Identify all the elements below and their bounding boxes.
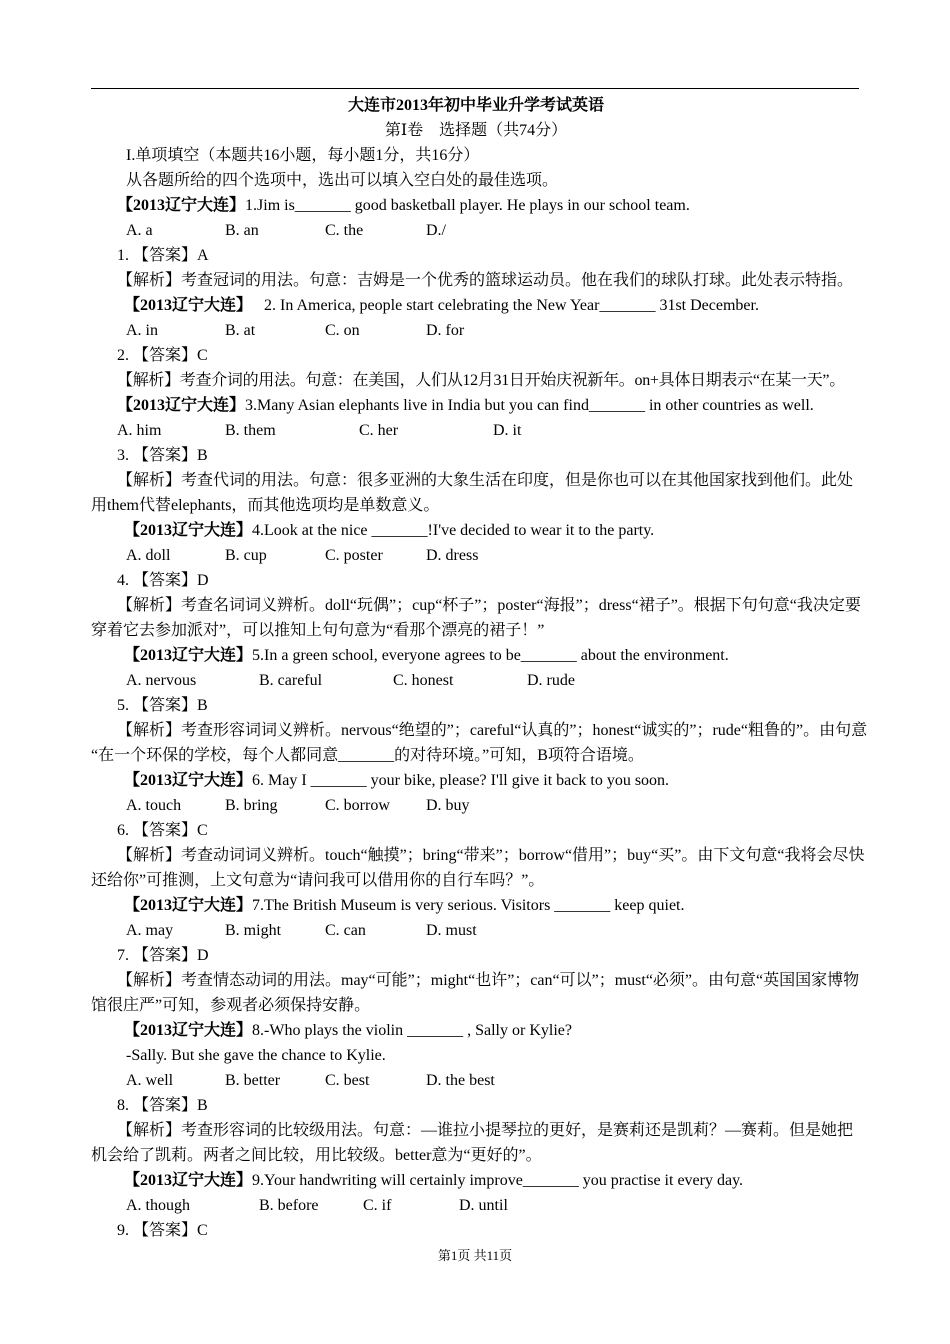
- section-instruction: 从各题所给的四个选项中，选出可以填入空白处的最佳选项。: [126, 172, 559, 189]
- question-8-answer: 8. 【答案】B: [117, 1097, 208, 1114]
- question-3-answer: 3. 【答案】B: [117, 447, 208, 464]
- option-d: D. must: [426, 922, 477, 939]
- question-7-options: [91, 918, 861, 943]
- question-4-analysis-cont: 穿着它去参加派对”，可以推知上句句意为“看那个漂亮的裙子！”: [91, 622, 545, 639]
- question-text: 2. In America, people start celebrating the New Year_______ 31st December.: [244, 297, 759, 314]
- question-7-stem: [91, 893, 861, 918]
- question-8-analysis-cont: 机会给了凯莉。两者之间比较，用比较级。better意为“更好的”。: [91, 1147, 542, 1164]
- question-3-stem: [91, 393, 861, 418]
- question-6-options: [91, 793, 861, 818]
- option-c: C. her: [359, 422, 399, 439]
- option-c: C. honest: [393, 672, 454, 689]
- option-c: C. poster: [325, 547, 383, 564]
- option-d: D. buy: [426, 797, 470, 814]
- question-text: 1.Jim is_______ good basketball player. He plays in our school team.: [245, 197, 690, 214]
- option-a: A. touch: [126, 797, 182, 814]
- question-8-options: [91, 1068, 861, 1093]
- question-3-analysis-cont: 用them代替elephants，而其他选项均是单数意义。: [91, 497, 440, 514]
- question-source: 【2013辽宁大连】: [117, 397, 246, 414]
- question-source: 【2013辽宁大连】: [124, 772, 253, 789]
- option-c: C. borrow: [325, 797, 390, 814]
- option-a: A. well: [126, 1072, 174, 1089]
- question-text: 9.Your handwriting will certainly improve_______ you practise it every day.: [252, 1172, 744, 1189]
- question-2-answer: 2. 【答案】C: [117, 347, 208, 364]
- option-a: A. may: [126, 922, 174, 939]
- option-c: C. best: [325, 1072, 370, 1089]
- question-text: 8.-Who plays the violin _______ , Sally or Kylie?: [252, 1022, 572, 1039]
- question-8-stem-reply: -Sally. But she gave the chance to Kylie.: [126, 1047, 386, 1064]
- option-d: D. until: [459, 1197, 508, 1214]
- question-1-analysis: 【解析】考查冠词的用法。句意：吉姆是一个优秀的篮球运动员。他在我们的球队打球。此处表示特指。: [117, 272, 854, 289]
- option-b: B. bring: [225, 797, 278, 814]
- question-5-stem: [91, 643, 861, 668]
- option-a: A. in: [126, 322, 158, 339]
- option-b: B. before: [259, 1197, 319, 1214]
- option-a: A. him: [117, 422, 162, 439]
- question-2-stem: [91, 293, 861, 318]
- question-4-options: [91, 543, 861, 568]
- question-source: 【2013辽宁大连】: [124, 647, 253, 664]
- question-4-analysis: 【解析】考查名词词义辨析。doll“玩偶”；cup“杯子”；poster“海报”；dress“裙子”。根据下句句意“我决定要: [117, 597, 861, 614]
- document-body: [91, 93, 868, 1243]
- option-d: D. the best: [426, 1072, 495, 1089]
- question-source: 【2013辽宁大连】: [124, 1172, 253, 1189]
- question-3-analysis: 【解析】考查代词的用法。句意：很多亚洲的大象生活在印度，但是你也可以在其他国家找到他们。此处: [117, 472, 854, 489]
- question-2-analysis: 【解析】考查介词的用法。句意：在美国，人们从12月31日开始庆祝新年。on+具体日期表示“在某一天”。: [117, 372, 845, 389]
- question-5-analysis-cont: “在一个环保的学校，每个人都同意_______的对待环境。”可知，B项符合语境。: [91, 747, 644, 764]
- option-a: A. though: [126, 1197, 190, 1214]
- question-1-stem: [91, 193, 861, 218]
- question-1-options: [91, 218, 861, 243]
- option-b: B. cup: [225, 547, 267, 564]
- question-8-stem: [91, 1018, 861, 1043]
- question-6-analysis: 【解析】考查动词词义辨析。touch“触摸”；bring“带来”；borrow“借用”；buy“买”。由下文句意“我将会尽快: [117, 847, 865, 864]
- question-9-stem: [91, 1168, 861, 1193]
- option-a: A. nervous: [126, 672, 197, 689]
- page-footer: 第1页 共11页: [437, 1248, 513, 1263]
- option-c: C. can: [325, 922, 366, 939]
- question-9-answer: 9. 【答案】C: [117, 1222, 208, 1239]
- question-5-options: [91, 668, 861, 693]
- section-heading: I.单项填空（本题共16小题，每小题1分，共16分）: [126, 147, 480, 164]
- question-2-options: [91, 318, 861, 343]
- question-text: 6. May I _______ your bike, please? I'll give it back to you soon.: [252, 772, 670, 789]
- question-source: 【2013辽宁大连】: [124, 522, 253, 539]
- question-text: 7.The British Museum is very serious. Visitors _______ keep quiet.: [252, 897, 685, 914]
- question-source: 【2013辽宁大连】: [124, 897, 253, 914]
- option-b: B. careful: [259, 672, 323, 689]
- option-b: B. them: [225, 422, 276, 439]
- option-b: B. an: [225, 222, 259, 239]
- option-a: A. a: [126, 222, 153, 239]
- question-3-options: [91, 418, 861, 443]
- question-5-answer: 5. 【答案】B: [117, 697, 208, 714]
- question-text: 5.In a green school, everyone agrees to be_______ about the environment.: [252, 647, 729, 664]
- header-rule: [91, 88, 859, 89]
- document-title: 大连市2013年初中毕业升学考试英语: [347, 97, 604, 114]
- option-c: C. on: [325, 322, 360, 339]
- question-6-analysis-cont: 还给你”可推测，上文句意为“请问我可以借用你的自行车吗？”。: [91, 872, 545, 889]
- question-7-analysis-cont: 馆很庄严”可知，参观者必须保持安静。: [91, 997, 371, 1014]
- question-4-answer: 4. 【答案】D: [117, 572, 209, 589]
- question-6-answer: 6. 【答案】C: [117, 822, 208, 839]
- question-source: 【2013辽宁大连】: [124, 297, 245, 314]
- option-d: D. it: [493, 422, 522, 439]
- option-c: C. the: [325, 222, 364, 239]
- option-c: C. if: [363, 1197, 392, 1214]
- question-9-options: [91, 1193, 861, 1218]
- document-subtitle: 第Ⅰ卷 选择题（共74分）: [384, 122, 568, 139]
- question-text: 4.Look at the nice _______!I've decided to wear it to the party.: [252, 522, 655, 539]
- question-8-analysis: 【解析】考查形容词的比较级用法。句意：—谁拉小提琴拉的更好，是赛莉还是凯莉？—赛莉。但是她把: [117, 1122, 854, 1139]
- question-4-stem: [91, 518, 861, 543]
- question-7-analysis: 【解析】考查情态动词的用法。may“可能”；might“也许”；can“可以”；must“必须”。由句意“英国国家博物: [117, 972, 860, 989]
- option-b: B. at: [225, 322, 256, 339]
- question-5-analysis: 【解析】考查形容词词义辨析。nervous“绝望的”；careful“认真的”；honest“诚实的”；rude“粗鲁的”。由句意: [117, 722, 868, 739]
- question-6-stem: [91, 768, 861, 793]
- option-d: D. for: [426, 322, 465, 339]
- option-b: B. might: [225, 922, 282, 939]
- option-d: D. rude: [527, 672, 575, 689]
- question-text: 3.Many Asian elephants live in India but you can find_______ in other countries as well.: [245, 397, 814, 414]
- question-7-answer: 7. 【答案】D: [117, 947, 209, 964]
- option-d: D./: [426, 222, 446, 239]
- option-a: A. doll: [126, 547, 171, 564]
- option-b: B. better: [225, 1072, 281, 1089]
- option-d: D. dress: [426, 547, 479, 564]
- question-1-answer: 1. 【答案】A: [117, 247, 209, 264]
- question-source: 【2013辽宁大连】: [117, 197, 246, 214]
- question-source: 【2013辽宁大连】: [124, 1022, 253, 1039]
